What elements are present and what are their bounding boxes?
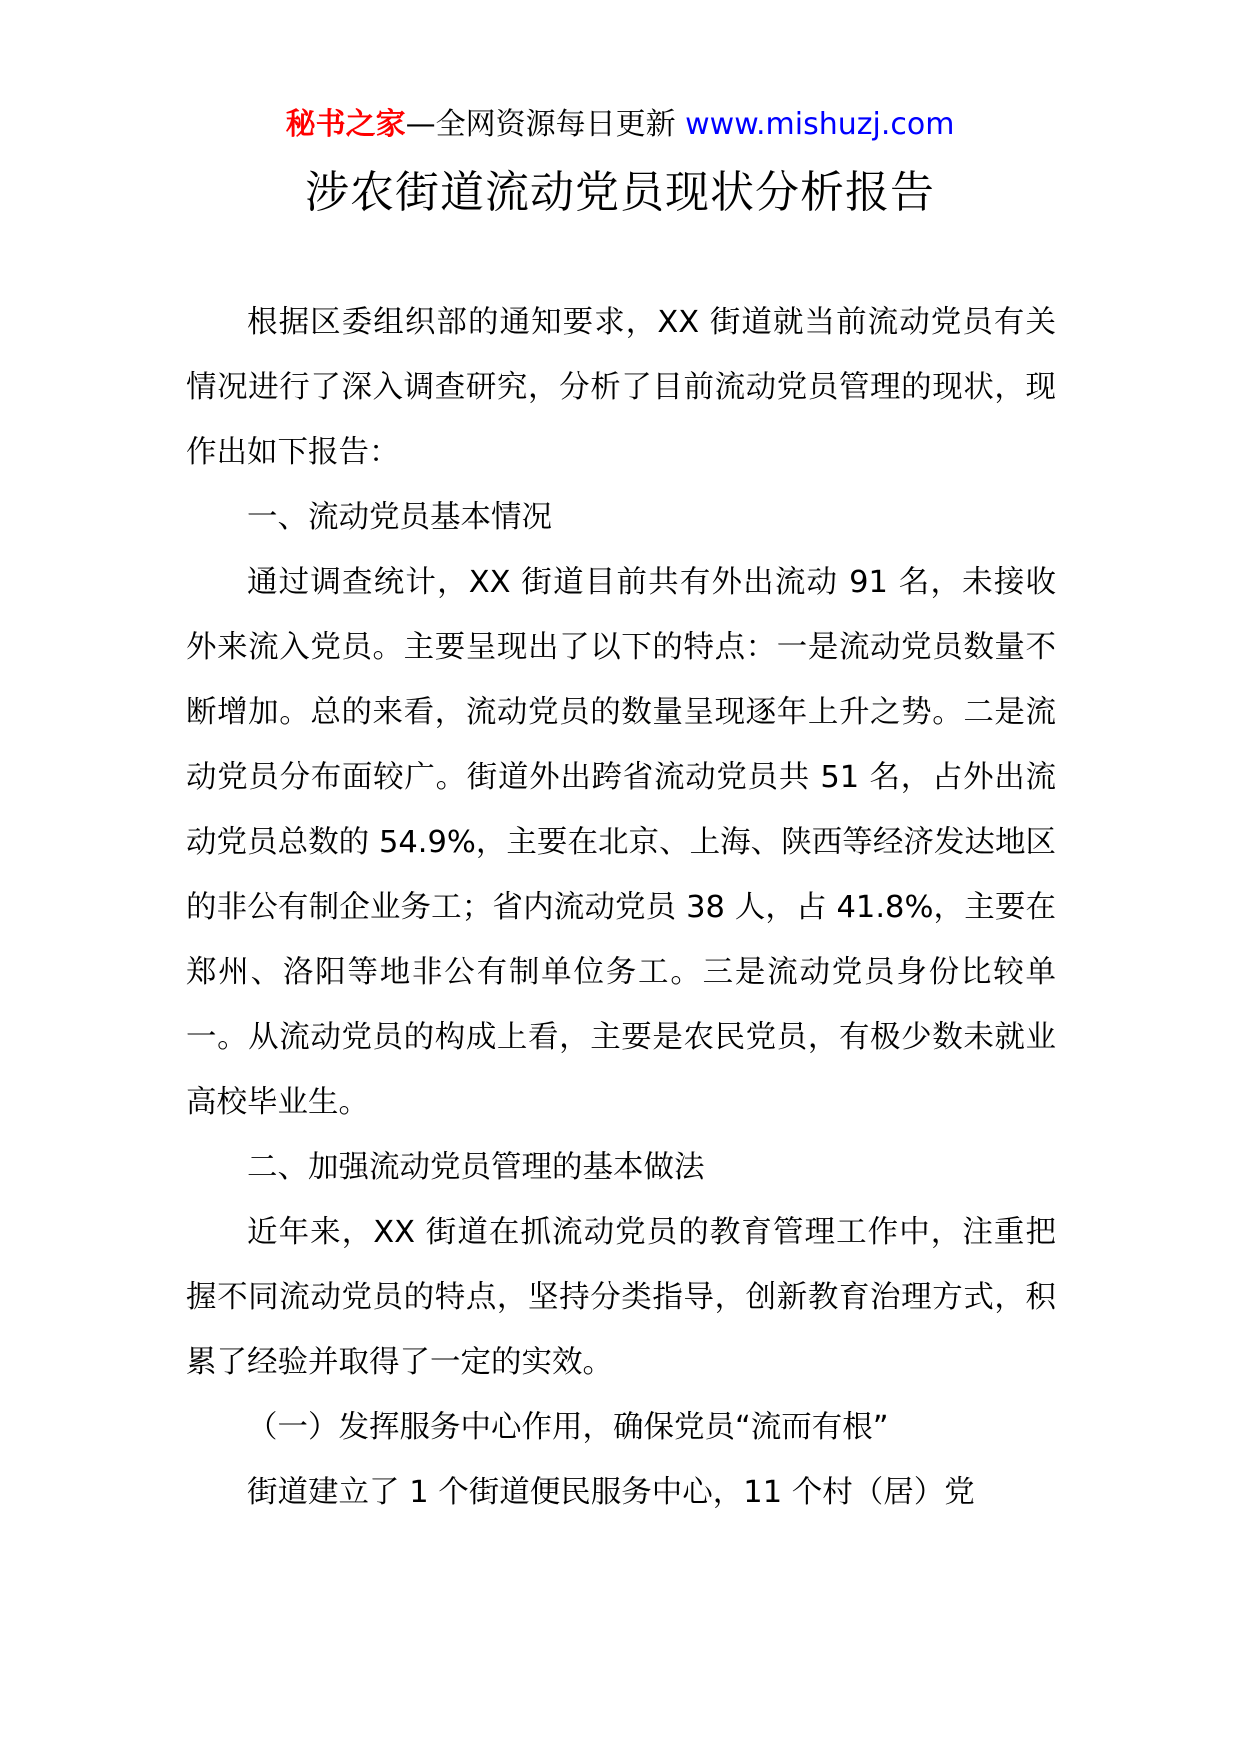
subsection-heading-1: （一）发挥服务中心作用，确保党员“流而有根” [247,1410,889,1445]
document-body [186,290,1056,1525]
section-2-paragraph: 近年来，XX 街道在抓流动党员的教育管理工作中，注重把握不同流动党员的特点，坚持分类指导，创新教育治理方式，积累了经验并取得了一定的实效。 [186,1215,1056,1380]
site-slogan: —全网资源每日更新 [405,107,686,142]
subsection-1-paragraph: 街道建立了 1 个街道便民服务中心，11 个村（居）党 [247,1475,975,1510]
brand-name: 秘书之家 [285,107,406,142]
section-heading-2: 二、加强流动党员管理的基本做法 [247,1150,705,1185]
intro-paragraph: 根据区委组织部的通知要求，XX 街道就当前流动党员有关情况进行了深入调查研究，分析了目前流动党员管理的现状，现作出如下报告： [186,305,1056,470]
section-heading-1: 一、流动党员基本情况 [247,500,552,535]
site-url-link[interactable]: www.mishuzj.com [685,107,955,142]
site-banner [0,98,1240,152]
document-title: 涉农街道流动党员现状分析报告 [305,167,935,218]
section-1-paragraph: 通过调查统计，XX 街道目前共有外出流动 91 名，未接收外来流入党员。主要呈现出了以下的特点：一是流动党员数量不断增加。总的来看，流动党员的数量呈现逐年上升之势。二是流动党员分布面较广。街道外出跨省流动党员共 51 名，占外出流动党员总数的 54.9%，主要在北京、上海、陕西等经济发达地区的非公有制企业务工；省内流动党员 38 人，占 41.8%，主要在郑州、洛阳等地非公有制单位务工。三是流动党员身份比较单一。从流动党员的构成上看，主要是农民党员，有极少数未就业高校毕业生。 [186,565,1056,1120]
